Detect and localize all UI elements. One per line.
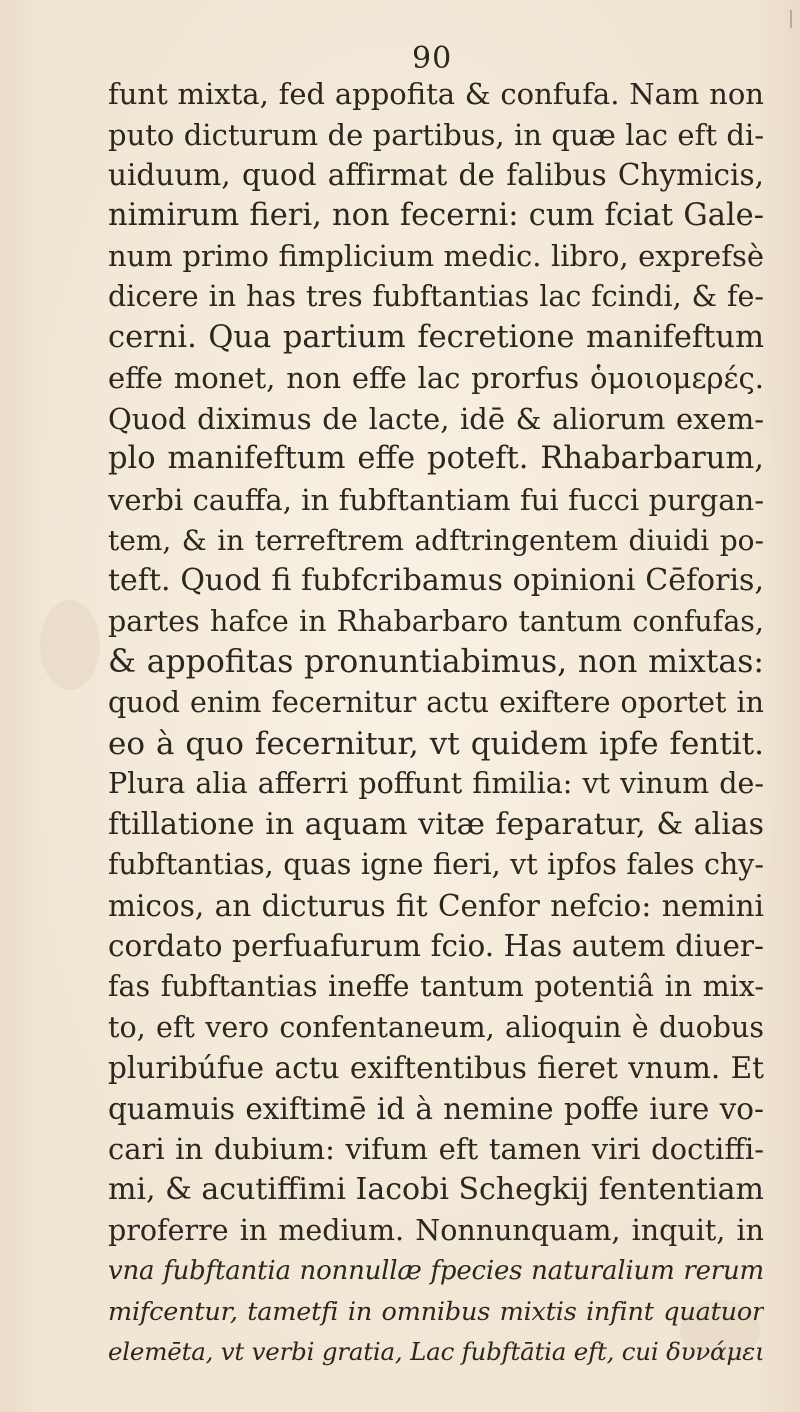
- text-line: verbi cauffa, in fubftantiam fui fucci purgan-: [108, 482, 764, 517]
- text-line: nimirum fieri, non fecerni: cum fciat Gale-: [108, 197, 764, 233]
- text-line: fubftantias, quas igne fieri, vt ipfos fales chy-: [108, 848, 764, 882]
- text-line: to, eft vero confentaneum, alioquin è duobus: [108, 1010, 764, 1044]
- text-line: num primo fimplicium medic. libro, exprefsè: [108, 239, 764, 274]
- text-line: dicere in has tres fubftantias lac fcindi, & fe-: [108, 279, 764, 313]
- italic-quote-line: elemēta, vt verbi gratia, Lac fubftātia eft, cui δυνάμει: [108, 1337, 764, 1367]
- text-line: & appofitas pronuntiabimus, non mixtas:: [108, 644, 764, 681]
- text-line: eo à quo fecernitur, vt quidem ipfe fentit.: [108, 725, 764, 762]
- text-line: micos, an dicturus fit Cenfor nefcio: nemini: [108, 888, 764, 923]
- text-line: partes hafce in Rhabarbaro tantum confufas,: [108, 604, 764, 638]
- text-line: plo manifeftum effe poteft. Rhabarbarum,: [108, 441, 764, 477]
- text-line: pluribúfue actu exiftentibus fieret vnum. Et: [108, 1051, 764, 1086]
- text-line: mi, & acutiffimi Iacobi Schegkij fententiam: [108, 1172, 764, 1208]
- text-line: funt mixta, fed appofita & confufa. Nam non: [108, 77, 764, 111]
- page-corner-mark: [790, 10, 792, 28]
- italic-quote-line: mifcentur, tametfi in omnibus mixtis infint quatuor: [108, 1296, 764, 1327]
- text-line: Quod diximus de lacte, idē & aliorum exem-: [108, 401, 764, 436]
- text-line: effe monet, non effe lac prorfus ὁμοιομερές.: [108, 361, 764, 396]
- text-line: cari in dubium: vifum eft tamen viri doctiffi-: [108, 1132, 764, 1167]
- text-line: ftillatione in aquam vitæ feparatur, & alias: [108, 806, 764, 842]
- text-line: quamuis exiftimē id à nemine poffe iure vo-: [108, 1091, 764, 1126]
- paper-stain: [40, 600, 100, 690]
- text-line: fas fubftantias ineffe tantum potentiâ in mix-: [108, 970, 764, 1004]
- page-number: 90: [412, 41, 453, 76]
- italic-quote-line: vna fubftantia nonnullæ fpecies naturalium rerum: [108, 1256, 764, 1287]
- text-line: Plura alia afferri poffunt fimilia: vt vinum de-: [108, 767, 764, 801]
- text-line: cordato perfuafurum fcio. Has autem diuer-: [108, 929, 764, 964]
- text-line: tem, & in terreftrem adftringentem diuidi po-: [108, 523, 764, 557]
- text-line: uiduum, quod affirmat de falibus Chymicis,: [108, 158, 764, 193]
- text-line: cerni. Qua partium fecretione manifeftum: [108, 319, 764, 355]
- text-line: proferre in medium. Nonnunquam, inquit, in: [108, 1213, 764, 1247]
- text-line: puto dicturum de partibus, in quæ lac eft di-: [108, 117, 764, 152]
- text-line: teft. Quod fi fubfcribamus opinioni Cēforis,: [108, 563, 764, 599]
- body-text: [108, 74, 764, 1373]
- text-line: quod enim fecernitur actu exiftere oportet in: [108, 685, 764, 719]
